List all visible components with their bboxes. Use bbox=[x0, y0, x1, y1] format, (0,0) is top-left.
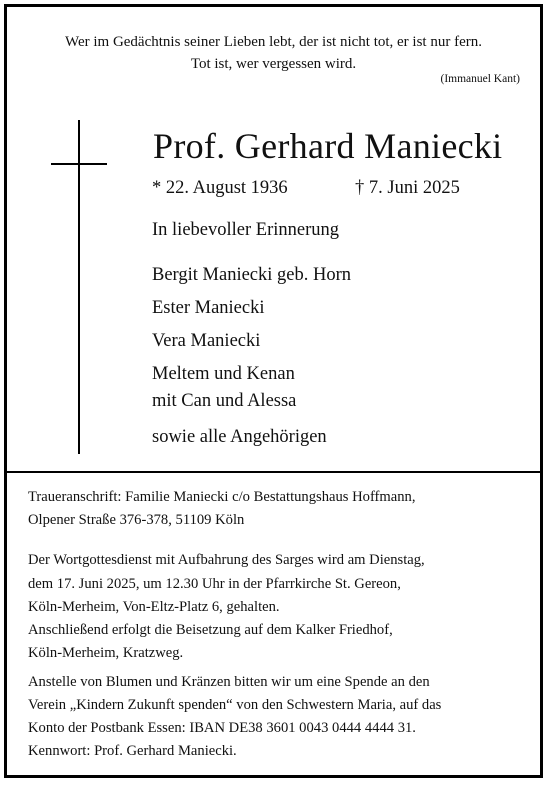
quote-author: (Immanuel Kant) bbox=[440, 73, 520, 85]
donation-line: Konto der Postbank Essen: IBAN DE38 3601 0043 0444 4444 31. bbox=[28, 720, 416, 736]
mourning-intro: In liebevoller Erinnerung bbox=[152, 220, 339, 240]
cross-vertical-bar bbox=[78, 120, 80, 454]
obituary-frame bbox=[4, 4, 543, 778]
cross-horizontal-bar bbox=[51, 163, 107, 165]
mourner-name: Vera Maniecki bbox=[152, 331, 261, 351]
service-line: dem 17. Juni 2025, um 12.30 Uhr in der Pfarrkirche St. Gereon, bbox=[28, 576, 401, 592]
death-date: † 7. Juni 2025 bbox=[355, 178, 460, 198]
service-line: Anschließend erfolgt die Beisetzung auf dem Kalker Friedhof, bbox=[28, 622, 393, 638]
birth-date: * 22. August 1936 bbox=[152, 178, 288, 198]
mourner-name: Ester Maniecki bbox=[152, 298, 265, 318]
section-divider bbox=[7, 471, 540, 473]
mourner-name: sowie alle Angehörigen bbox=[152, 427, 327, 447]
donation-line: Kennwort: Prof. Gerhard Maniecki. bbox=[28, 743, 237, 759]
mourner-name: mit Can und Alessa bbox=[152, 391, 297, 411]
mourner-name: Meltem und Kenan bbox=[152, 364, 295, 384]
service-line: Köln-Merheim, Kratzweg. bbox=[28, 645, 184, 661]
service-line: Köln-Merheim, Von-Eltz-Platz 6, gehalten. bbox=[28, 599, 280, 615]
donation-line: Verein „Kindern Zukunft spenden“ von den Schwestern Maria, auf das bbox=[28, 697, 442, 713]
quote-line-2: Tot ist, wer vergessen wird. bbox=[190, 56, 357, 72]
donation-line: Anstelle von Blumen und Kränzen bitten wir um eine Spende an den bbox=[28, 674, 430, 690]
deceased-name: Prof. Gerhard Maniecki bbox=[153, 126, 503, 166]
quote-line-1: Wer im Gedächtnis seiner Lieben lebt, der ist nicht tot, er ist nur fern. bbox=[65, 34, 482, 50]
address-line: Olpener Straße 376-378, 51109 Köln bbox=[28, 512, 245, 528]
mourner-name: Bergit Maniecki geb. Horn bbox=[152, 265, 352, 285]
service-line: Der Wortgottesdienst mit Aufbahrung des Sarges wird am Dienstag, bbox=[28, 552, 425, 568]
address-line: Traueranschrift: Familie Maniecki c/o Bestattungshaus Hoffmann, bbox=[28, 489, 416, 505]
